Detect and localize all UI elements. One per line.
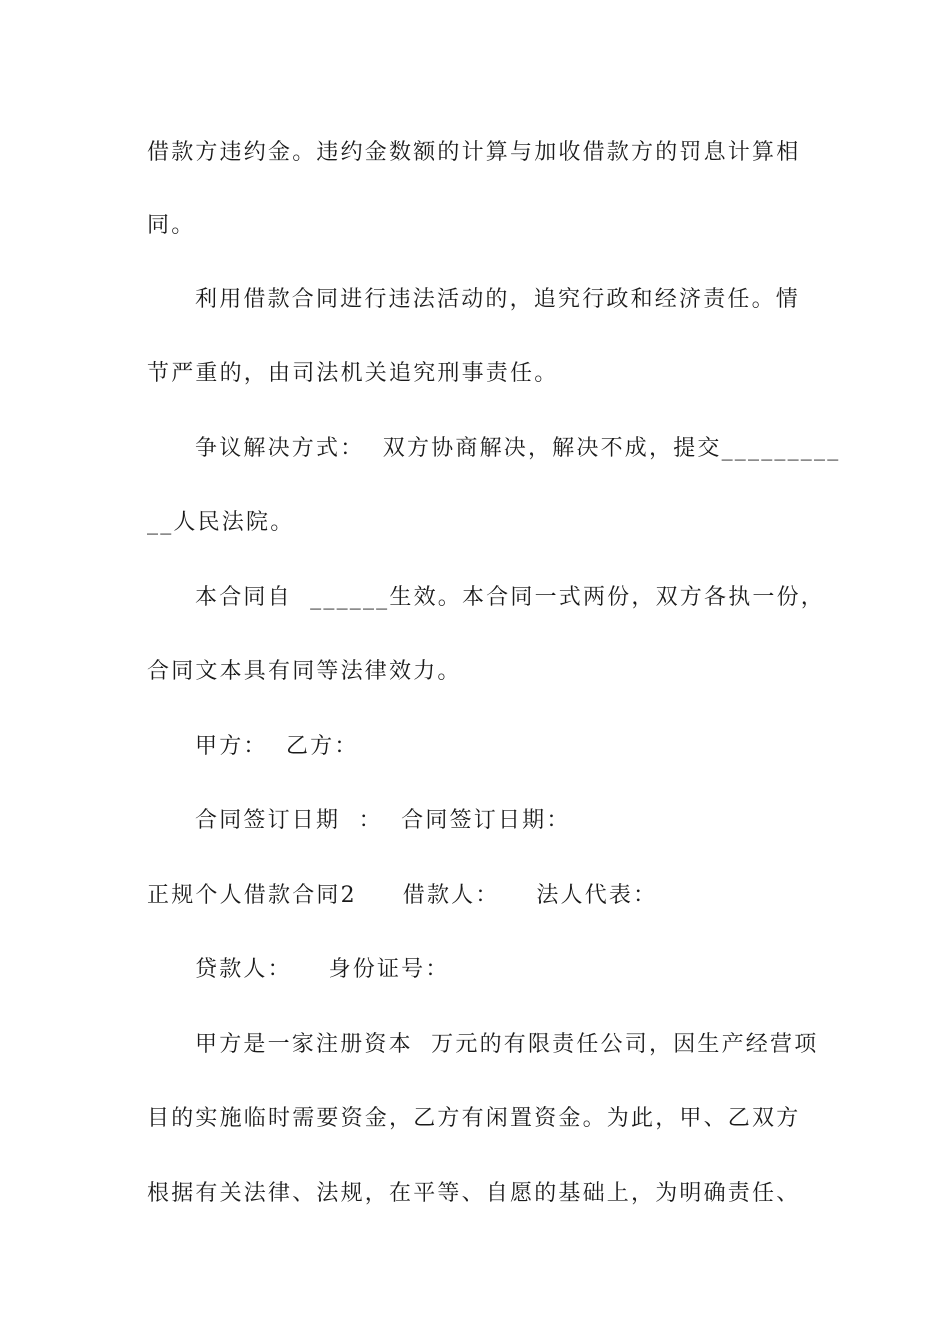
- text-line: 同。: [147, 213, 196, 238]
- contract-heading: 正规个人借款合同2 借款人： 法人代表：: [147, 883, 658, 908]
- text-line: 根据有关法律、法规，在平等、自愿的基础上，为明确责任、: [147, 1181, 801, 1206]
- paragraph-start: 争议解决方式： 双方协商解决，解决不成，提交_________: [195, 436, 841, 461]
- text-line: 合同文本具有同等法律效力。: [147, 659, 462, 684]
- text-line: 借款方违约金。违约金数额的计算与加收借款方的罚息计算相: [147, 140, 801, 165]
- paragraph-start: 甲方是一家注册资本 万元的有限责任公司，因生产经营项: [195, 1032, 819, 1057]
- lender-info: 贷款人： 身份证号：: [195, 957, 450, 982]
- text-line: 节严重的，由司法机关追究刑事责任。: [147, 361, 559, 386]
- paragraph-start: 本合同自 ______生效。本合同一式两份，双方各执一份，: [195, 585, 825, 610]
- text-line: 目的实施临时需要资金，乙方有闲置资金。为此，甲、乙双方: [147, 1106, 801, 1131]
- signing-dates: 合同签订日期 ： 合同签订日期：: [195, 808, 571, 833]
- paragraph-start: 利用借款合同进行违法活动的，追究行政和经济责任。情: [195, 287, 801, 312]
- text-line: __人民法院。: [147, 510, 295, 535]
- signature-parties: 甲方： 乙方：: [195, 734, 359, 759]
